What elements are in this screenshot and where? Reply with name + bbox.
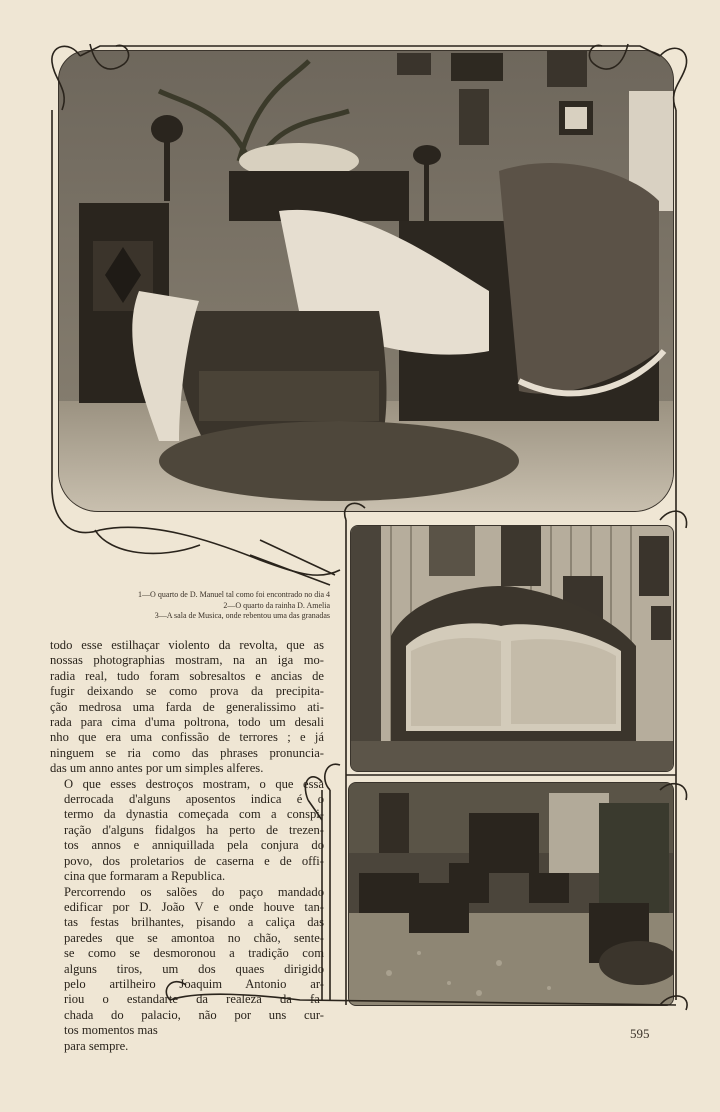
text-line: pelo artilheiro Joaquim Antonio ar- [64, 976, 324, 991]
photo-captions [50, 590, 330, 622]
paragraph-2 [50, 777, 324, 885]
caption-2: 2—O quarto da rainha D. Amelia [223, 600, 330, 610]
text-line: radia real, tudo foram sobresaltos e ancias de [50, 668, 324, 683]
paragraph-1 [50, 638, 324, 777]
text-line: derrocada d'alguns aposentos indica é o [64, 792, 324, 807]
text-line: ração d'alguns fidalgos ha perto de trezen- [64, 822, 324, 837]
text-line: ção medrosa uma farda de generalissimo ati- [50, 699, 324, 714]
paragraph-3 [50, 885, 324, 1054]
caption-1: 1—O quarto de D. Manuel tal como foi encontrado no dia 4 [138, 590, 330, 599]
text-line: nho que era uma confissão de terrores ; e já [50, 730, 324, 745]
text-line: povo, dos proletarios de caserna e de offi- [64, 853, 324, 868]
text-line: se como se desmoronou a tradição com [64, 946, 324, 961]
text-line: todo esse estilhaçar violento da revolta, que as [50, 638, 324, 652]
text-line: para sempre. [64, 1038, 129, 1053]
text-line: tos annos e anniquillada pela conjura do [64, 838, 324, 853]
text-line: termo da dynastia começada com a conspi- [64, 807, 324, 822]
text-line: rada para cima d'uma poltrona, todo um desali [50, 715, 324, 730]
text-line: Percorrendo os salões do paço mandado [64, 884, 324, 899]
text-line: riou o estandarte da realeza da fa- [64, 992, 324, 1007]
text-line: O que esses destroços mostram, o que essa [64, 776, 324, 791]
text-line: edificar por D. João V e onde houve tan- [64, 899, 324, 914]
text-line: alguns tiros, um dos quaes dirigido [64, 961, 324, 976]
page-number: 595 [630, 1026, 650, 1041]
article-body [50, 638, 324, 1054]
text-line: cina que formaram a Republica. [64, 869, 226, 884]
text-line: fugir deixando se como prova da precipita- [50, 684, 324, 699]
text-line: tos momentos mas [64, 1023, 158, 1038]
text-line: ninguem se ria como das phrases pronuncia- [50, 745, 324, 760]
text-line: nossas photographias mostram, na an iga mo- [50, 653, 324, 668]
caption-3: 3—A sala de Musica, onde rebentou uma das granadas [154, 611, 330, 620]
text-line: paredes que se amontoa no chão, sente- [64, 930, 324, 945]
text-line: chada do palacio, não por uns cur- [64, 1007, 324, 1022]
text-line: tas festas brilhantes, pisando a caliça das [64, 915, 324, 930]
text-line: das um anno antes por um simples alferes. [50, 761, 264, 776]
